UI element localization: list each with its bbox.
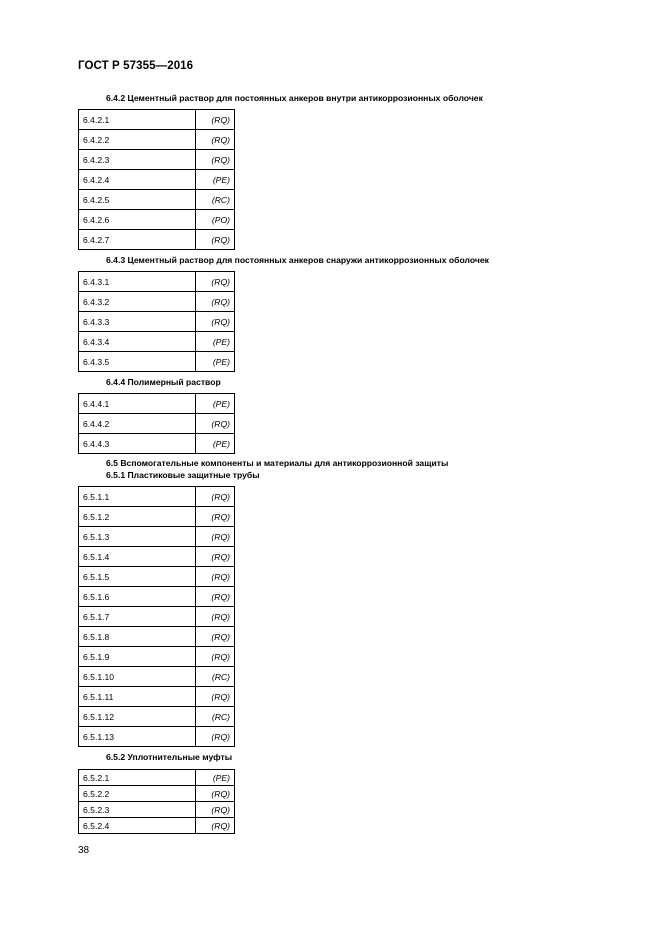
table-row xyxy=(79,434,235,454)
requirement-code: (RQ) xyxy=(196,647,235,667)
requirement-code: (RQ) xyxy=(196,507,235,527)
requirement-code: (RQ) xyxy=(196,292,235,312)
table-row xyxy=(79,587,235,607)
section-title-6-5-2: 6.5.2 Уплотнительные муфты xyxy=(106,752,233,762)
table-row xyxy=(79,312,235,332)
requirement-code: (RQ) xyxy=(196,130,235,150)
table-row xyxy=(79,210,235,230)
clause-number: 6.5.1.8 xyxy=(79,627,196,647)
requirement-code: (RQ) xyxy=(196,150,235,170)
clause-number: 6.5.1.13 xyxy=(79,727,196,747)
clause-number: 6.4.2.2 xyxy=(79,130,196,150)
table-row xyxy=(79,707,235,727)
clause-number: 6.4.4.3 xyxy=(79,434,196,454)
table-row xyxy=(79,786,235,802)
clause-number: 6.4.2.1 xyxy=(79,110,196,130)
table-row xyxy=(79,687,235,707)
requirement-code: (RQ) xyxy=(196,110,235,130)
table-row xyxy=(79,272,235,292)
clause-number: 6.4.2.4 xyxy=(79,170,196,190)
table-row xyxy=(79,818,235,834)
requirement-code: (RQ) xyxy=(196,567,235,587)
requirement-code: (RQ) xyxy=(196,786,235,802)
table-row xyxy=(79,802,235,818)
requirement-code: (RQ) xyxy=(196,687,235,707)
clause-number: 6.5.1.2 xyxy=(79,507,196,527)
table-6-4-3 xyxy=(78,271,235,372)
section-title-6-4-2: 6.4.2 Цементный раствор для постоянных анкеров внутри антикоррозионных оболочек xyxy=(106,93,483,103)
clause-number: 6.5.1.12 xyxy=(79,707,196,727)
requirement-code: (RC) xyxy=(196,667,235,687)
requirement-code: (PO) xyxy=(196,210,235,230)
table-row xyxy=(79,394,235,414)
table-row xyxy=(79,527,235,547)
clause-number: 6.5.1.9 xyxy=(79,647,196,667)
table-row xyxy=(79,352,235,372)
table-row xyxy=(79,607,235,627)
table-row xyxy=(79,667,235,687)
clause-number: 6.4.2.3 xyxy=(79,150,196,170)
document-code: ГОСТ Р 57355—2016 xyxy=(78,60,194,72)
section-subtitle-6-5-1: 6.5.1 Пластиковые защитные трубы xyxy=(106,470,260,480)
requirement-code: (RQ) xyxy=(196,607,235,627)
clause-number: 6.4.2.6 xyxy=(79,210,196,230)
table-6-5-2 xyxy=(78,769,235,834)
table-row xyxy=(79,170,235,190)
clause-number: 6.5.2.3 xyxy=(79,802,196,818)
clause-number: 6.5.1.11 xyxy=(79,687,196,707)
requirement-code: (RC) xyxy=(196,707,235,727)
clause-number: 6.5.1.5 xyxy=(79,567,196,587)
clause-number: 6.5.1.1 xyxy=(79,487,196,507)
table-row xyxy=(79,647,235,667)
requirement-code: (RQ) xyxy=(196,547,235,567)
table-row xyxy=(79,507,235,527)
table-row xyxy=(79,487,235,507)
clause-number: 6.5.2.1 xyxy=(79,770,196,786)
requirement-code: (RQ) xyxy=(196,527,235,547)
table-6-5-1 xyxy=(78,486,235,747)
table-row xyxy=(79,547,235,567)
clause-number: 6.4.3.3 xyxy=(79,312,196,332)
clause-number: 6.5.1.10 xyxy=(79,667,196,687)
table-row xyxy=(79,110,235,130)
table-row xyxy=(79,130,235,150)
requirement-code: (RQ) xyxy=(196,802,235,818)
table-row xyxy=(79,414,235,434)
requirement-code: (RQ) xyxy=(196,272,235,292)
table-6-4-2 xyxy=(78,109,235,250)
clause-number: 6.5.2.4 xyxy=(79,818,196,834)
table-row xyxy=(79,150,235,170)
clause-number: 6.5.2.2 xyxy=(79,786,196,802)
table-row xyxy=(79,292,235,312)
clause-number: 6.4.3.5 xyxy=(79,352,196,372)
table-row xyxy=(79,727,235,747)
clause-number: 6.4.3.1 xyxy=(79,272,196,292)
clause-number: 6.4.4.2 xyxy=(79,414,196,434)
table-row xyxy=(79,567,235,587)
clause-number: 6.4.3.4 xyxy=(79,332,196,352)
table-row xyxy=(79,190,235,210)
clause-number: 6.4.2.5 xyxy=(79,190,196,210)
clause-number: 6.4.3.2 xyxy=(79,292,196,312)
clause-number: 6.5.1.4 xyxy=(79,547,196,567)
requirement-code: (RQ) xyxy=(196,230,235,250)
clause-number: 6.4.2.7 xyxy=(79,230,196,250)
requirement-code: (RQ) xyxy=(196,487,235,507)
requirement-code: (RC) xyxy=(196,190,235,210)
table-row xyxy=(79,770,235,786)
requirement-code: (PE) xyxy=(196,332,235,352)
table-row xyxy=(79,230,235,250)
requirement-code: (RQ) xyxy=(196,627,235,647)
section-title-6-4-4: 6.4.4 Полимерный раствор xyxy=(106,377,221,387)
page-number: 38 xyxy=(78,845,90,856)
section-title-6-5: 6.5 Вспомогательные компоненты и материалы для антикоррозионной защиты xyxy=(106,458,449,468)
requirement-code: (RQ) xyxy=(196,587,235,607)
clause-number: 6.5.1.6 xyxy=(79,587,196,607)
section-title-6-4-3: 6.4.3 Цементный раствор для постоянных анкеров снаружи антикоррозионных оболочек xyxy=(106,255,489,265)
requirement-code: (PE) xyxy=(196,394,235,414)
clause-number: 6.4.4.1 xyxy=(79,394,196,414)
requirement-code: (RQ) xyxy=(196,818,235,834)
requirement-code: (RQ) xyxy=(196,312,235,332)
table-row xyxy=(79,332,235,352)
requirement-code: (PE) xyxy=(196,434,235,454)
requirement-code: (PE) xyxy=(196,170,235,190)
clause-number: 6.5.1.3 xyxy=(79,527,196,547)
clause-number: 6.5.1.7 xyxy=(79,607,196,627)
requirement-code: (PE) xyxy=(196,770,235,786)
table-row xyxy=(79,627,235,647)
requirement-code: (PE) xyxy=(196,352,235,372)
requirement-code: (RQ) xyxy=(196,727,235,747)
table-6-4-4 xyxy=(78,393,235,454)
requirement-code: (RQ) xyxy=(196,414,235,434)
